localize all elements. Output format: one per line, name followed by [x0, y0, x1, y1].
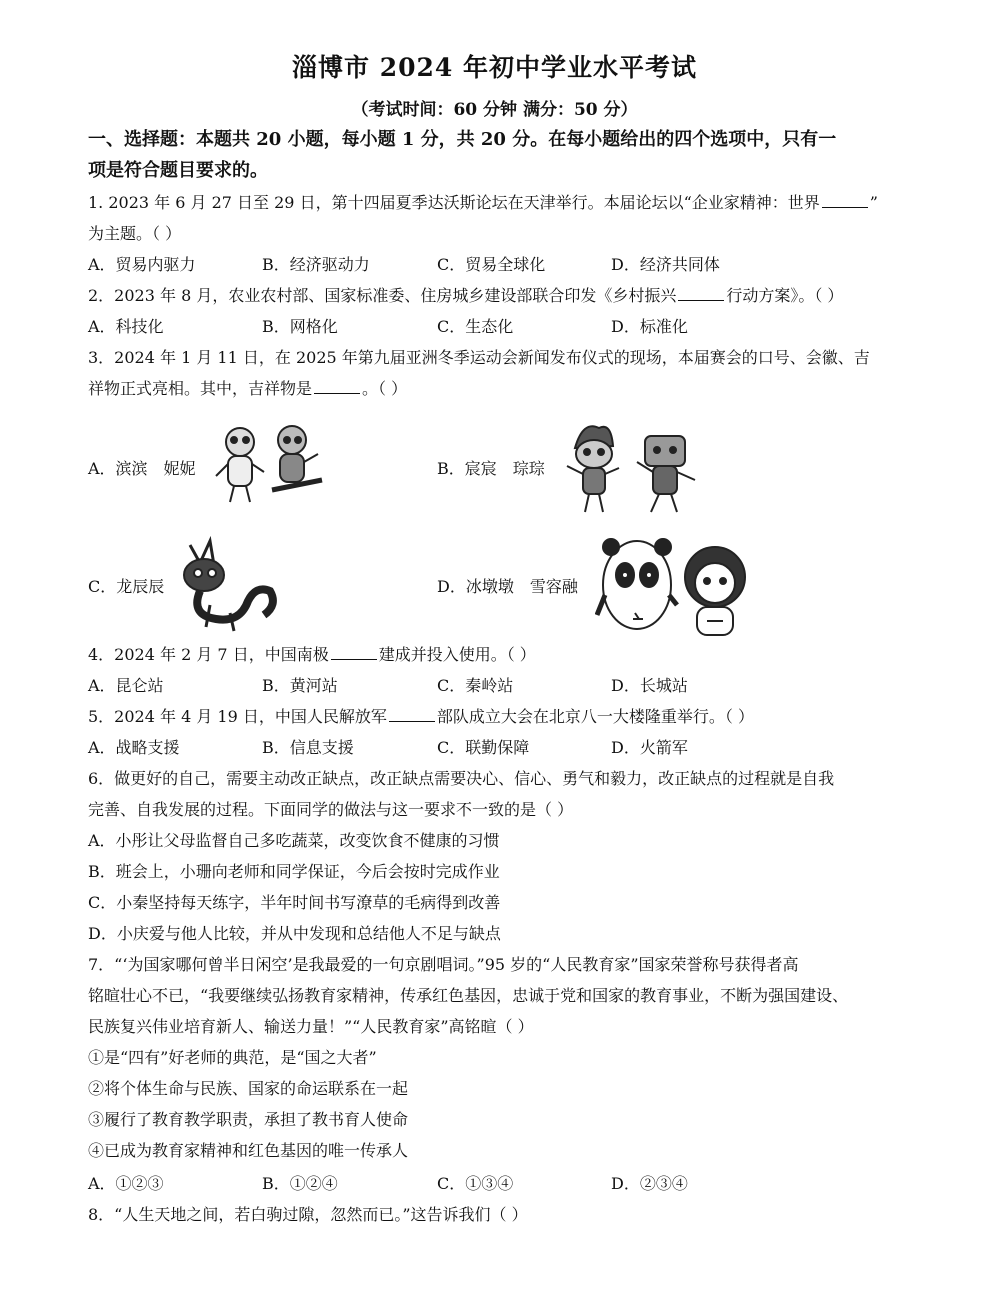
q3-option-c: C．龙辰辰 — [88, 577, 165, 596]
q2-option-d: D．标准化 — [611, 317, 688, 336]
q1-option-a: A．贸易内驱力 — [88, 255, 196, 274]
q7-stem-line3: 民族复兴伟业培育新人、输送力量！”“人民教育家”高铭暄（ ） — [88, 1017, 534, 1036]
q6-option-b: B．班会上，小珊向老师和同学保证，今后会按时完成作业 — [88, 862, 500, 881]
q7-stem-line1: 7．“‘为国家哪何曾半日闲空’是我最爱的一句京剧唱词。”95 岁的“人民教育家”国家荣誉称号获得者高 — [88, 955, 799, 974]
answer-blank — [389, 707, 435, 722]
q7-statement-4: ④已成为教育家精神和红色基因的唯一传承人 — [88, 1141, 409, 1160]
q5-option-d: D．火箭军 — [611, 738, 688, 757]
q7-option-d: D．②③④ — [611, 1174, 688, 1193]
q7-statement-3: ③履行了教育教学职责，承担了教书育人使命 — [88, 1110, 409, 1129]
q1-option-c: C．贸易全球化 — [437, 255, 546, 274]
q2-stem-line1: 2．2023 年 8 月，农业农村部、国家标准委、住房城乡建设部联合印发《乡村振兴 行动方案》。（ ） — [88, 286, 844, 305]
q3-option-a: A．滨滨 妮妮 — [88, 459, 196, 478]
q5-option-c: C．联勤保障 — [437, 738, 530, 757]
q8-stem-line1: 8．“人生天地之间，若白驹过隙，忽然而已。”这告诉我们（ ） — [88, 1205, 528, 1224]
q4-option-b: B．黄河站 — [262, 676, 338, 695]
q7-option-c: C．①③④ — [437, 1174, 514, 1193]
binbin-nini-mascot-icon — [210, 420, 330, 510]
q6-option-d: D．小庆爱与他人比较，并从中发现和总结他人不足与缺点 — [88, 924, 501, 943]
q4-option-c: C．秦岭站 — [437, 676, 514, 695]
answer-blank — [822, 193, 868, 208]
q1-stem-line2: 为主题。（ ） — [88, 224, 182, 243]
q2-option-b: B．网格化 — [262, 317, 338, 336]
exam-title: 淄博市 2024 年初中学业水平考试 — [292, 53, 697, 82]
q5-option-b: B．信息支援 — [262, 738, 354, 757]
q7-stem-line2: 铭暄壮心不已，“我要继续弘扬教育家精神，传承红色基因，忠诚于党和国家的教育事业，不断为强国建设、 — [88, 986, 849, 1005]
q3-option-d: D．冰墩墩 雪容融 — [437, 577, 578, 596]
q2-option-c: C．生态化 — [437, 317, 514, 336]
q4-option-a: A．昆仑站 — [88, 676, 164, 695]
q7-statement-1: ①是“四有”好老师的典范，是“国之大者” — [88, 1048, 377, 1067]
q5-stem-line1: 5．2024 年 4 月 19 日，中国人民解放军 部队成立大会在北京八一大楼隆重举行。（ ） — [88, 707, 754, 726]
q5-option-a: A．战略支援 — [88, 738, 180, 757]
q4-option-d: D．长城站 — [611, 676, 688, 695]
q7-option-a: A．①②③ — [88, 1174, 164, 1193]
exam-subtitle: （考试时间：60 分钟 满分：50 分） — [351, 100, 638, 120]
long-chenchen-dragon-mascot-icon — [170, 535, 280, 635]
section-heading-line1: 一、选择题：本题共 20 小题，每小题 1 分，共 20 分。在每小题给出的四个选项中，只有一 — [88, 129, 837, 150]
answer-blank — [678, 286, 724, 301]
answer-blank — [331, 645, 377, 660]
section-heading-line2: 项是符合题目要求的。 — [88, 160, 268, 181]
q3-stem-line1: 3．2024 年 1 月 11 日，在 2025 年第九届亚洲冬季运动会新闻发布仪式的现场，本届赛会的口号、会徽、吉 — [88, 348, 870, 367]
chenchen-congcong-mascot-icon — [555, 418, 705, 518]
q7-statement-2: ②将个体生命与民族、国家的命运联系在一起 — [88, 1079, 409, 1098]
q1-option-d: D．经济共同体 — [611, 255, 720, 274]
q4-stem-line1: 4．2024 年 2 月 7 日，中国南极 建成并投入使用。（ ） — [88, 645, 536, 664]
q6-option-c: C．小秦坚持每天练字，半年时间书写潦草的毛病得到改善 — [88, 893, 501, 912]
q3-option-b: B．宸宸 琮琮 — [437, 459, 545, 478]
q1-option-b: B．经济驱动力 — [262, 255, 370, 274]
q3-stem-line2: 祥物正式亮相。其中，吉祥物是 。（ ） — [88, 379, 408, 398]
q6-stem-line2: 完善、自我发展的过程。下面同学的做法与这一要求不一致的是（ ） — [88, 800, 574, 819]
q6-stem-line1: 6．做更好的自己，需要主动改正缺点，改正缺点需要决心、信心、勇气和毅力，改正缺点的过程就是自我 — [88, 769, 835, 788]
q1-stem-line1: 1. 2023 年 6 月 27 日至 29 日，第十四届夏季达沃斯论坛在天津举行。本届论坛以“企业家精神：世界 ” — [88, 193, 878, 212]
answer-blank — [314, 379, 360, 394]
q2-option-a: A．科技化 — [88, 317, 164, 336]
q7-option-b: B．①②④ — [262, 1174, 338, 1193]
q6-option-a: A．小彤让父母监督自己多吃蔬菜，改变饮食不健康的习惯 — [88, 831, 500, 850]
bingdwendwen-shueyrhonrhon-mascot-icon — [595, 535, 755, 640]
